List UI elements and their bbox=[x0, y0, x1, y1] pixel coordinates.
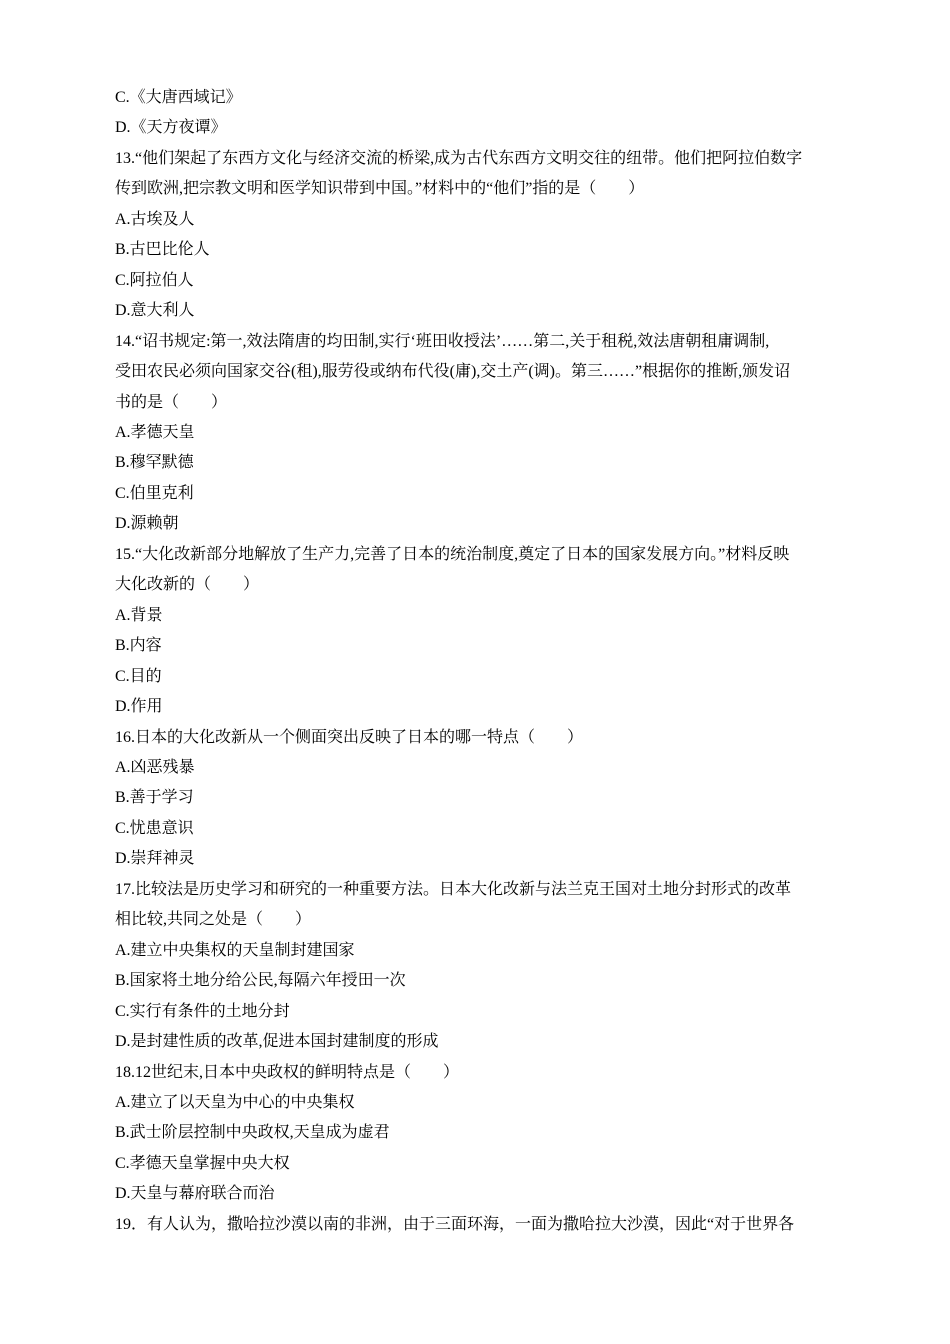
text-line: B.善于学习 bbox=[115, 789, 194, 807]
text-line: D.作用 bbox=[115, 698, 163, 716]
text-line: C.孝德天皇掌握中央大权 bbox=[115, 1154, 290, 1172]
text-line: D.《天方夜谭》 bbox=[115, 119, 227, 137]
text-line: 19．有人认为，撒哈拉沙漠以南的非洲，由于三面环海，一面为撒哈拉大沙漠，因此“对于世界各 bbox=[115, 1215, 795, 1233]
text-line: A.建立了以天皇为中心的中央集权 bbox=[115, 1093, 355, 1111]
text-line: C.《大唐西域记》 bbox=[115, 89, 242, 106]
text-line: 传到欧洲,把宗教文明和医学知识带到中国。”材料中的“他们”指的是（ ） bbox=[115, 180, 645, 198]
text-line: A.背景 bbox=[115, 606, 163, 624]
text-line: C.目的 bbox=[115, 667, 162, 685]
text-line: B.国家将土地分给公民,每隔六年授田一次 bbox=[115, 972, 406, 990]
text-line: A.凶恶残暴 bbox=[115, 758, 195, 776]
text-line: D.源赖朝 bbox=[115, 515, 179, 533]
text-line: C.忧患意识 bbox=[115, 819, 194, 837]
text-line: B.内容 bbox=[115, 637, 162, 655]
text-line: A.建立中央集权的天皇制封建国家 bbox=[115, 941, 355, 959]
text-line: A.古埃及人 bbox=[115, 210, 195, 228]
text-line: 相比较,共同之处是（ ） bbox=[115, 911, 312, 929]
document-page bbox=[115, 83, 840, 1240]
text-line: A.孝德天皇 bbox=[115, 423, 195, 441]
text-line: 受田农民必须向国家交谷(租),服劳役或纳布代役(庸),交土产(调)。第三……”根据你的推断,颁发诏 bbox=[115, 363, 791, 381]
text-line: D.崇拜神灵 bbox=[115, 850, 195, 868]
text-line: 16.日本的大化改新从一个侧面突出反映了日本的哪一特点（ ） bbox=[115, 728, 584, 746]
text-line: B.古巴比伦人 bbox=[115, 241, 210, 259]
text-line: B.武士阶层控制中央政权,天皇成为虚君 bbox=[115, 1124, 390, 1142]
text-line: 13.“他们架起了东西方文化与经济交流的桥梁,成为古代东西方文明交往的纽带。他们把阿拉伯数字 bbox=[115, 149, 803, 167]
text-line: B.穆罕默德 bbox=[115, 454, 194, 472]
text-line: 17.比较法是历史学习和研究的一种重要方法。日本大化改新与法兰克王国对土地分封形式的改革 bbox=[115, 880, 792, 898]
text-line: 18.12世纪末,日本中央政权的鲜明特点是（ ） bbox=[115, 1063, 460, 1081]
text-line: C.阿拉伯人 bbox=[115, 271, 194, 289]
text-line: 大化改新的（ ） bbox=[115, 576, 260, 594]
text-line: 14.“诏书规定:第一,效法隋唐的均田制,实行‘班田收授法’……第二,关于租税,效法唐朝租庸调制, bbox=[115, 332, 770, 350]
text-line: C.实行有条件的土地分封 bbox=[115, 1002, 290, 1020]
text-line: 15.“大化改新部分地解放了生产力,完善了日本的统治制度,奠定了日本的国家发展方向。”材料反映 bbox=[115, 545, 790, 563]
text-line: D.天皇与幕府联合而治 bbox=[115, 1185, 275, 1203]
text-line: D.是封建性质的改革,促进本国封建制度的形成 bbox=[115, 1033, 439, 1051]
text-line: D.意大利人 bbox=[115, 302, 195, 320]
text-line: C.伯里克利 bbox=[115, 484, 194, 502]
text-line: 书的是（ ） bbox=[115, 393, 228, 411]
